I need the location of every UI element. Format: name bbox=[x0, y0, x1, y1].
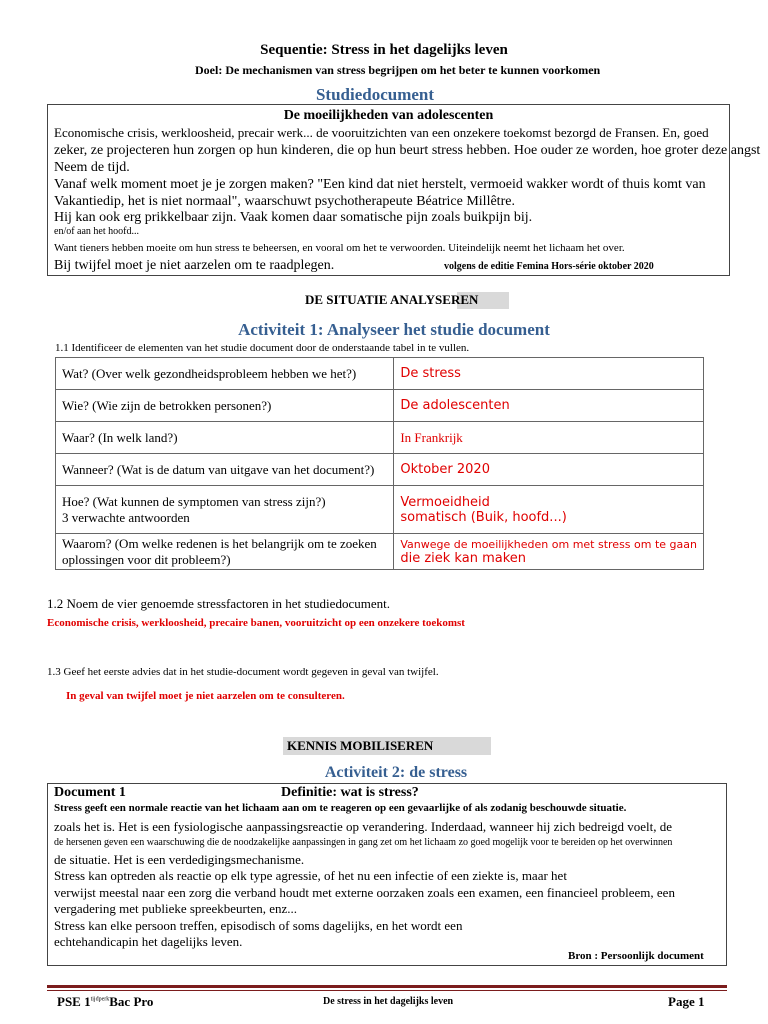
page-number: Page 1 bbox=[668, 994, 705, 1009]
study-line: Vanaf welk moment moet je je zorgen maken? "Een kind dat niet herstelt, vermoeid wakker wordt of thuis komt van bbox=[54, 177, 706, 192]
definition-source: Bron : Persoonlijk document bbox=[568, 950, 704, 962]
definition-line: de hersenen geven een waarschuwing die de noodzakelijke aanpassingen in gang zet om het lichaam zo goed mogelijk voor te bereiden op het overwinnen bbox=[54, 837, 673, 848]
study-doc-title: Studiedocument bbox=[315, 85, 435, 104]
study-line: Want tieners hebben moeite om hun stress te beheersen, en vooral om het te verwoorden. Uiteindelijk neemt het lichaam het over. bbox=[54, 242, 625, 254]
definition-box bbox=[47, 783, 727, 966]
footer-left: PSE $1^{tijdperk}Bac$ Pro bbox=[57, 994, 154, 1009]
goal-text: Doel: De mechanismen van stress begrijpen om het beter te kunnen voorkomen bbox=[195, 63, 601, 77]
study-line: Vakantiedip, het is niet normaal", waarschuwt psychotherapeute Béatrice Millêtre. bbox=[54, 194, 515, 209]
footer-center: De stress in het dagelijks leven bbox=[323, 996, 454, 1007]
answer-cell[interactable]: In Frankrijk bbox=[394, 422, 704, 454]
definition-line: verwijst meestal naar een zorg die verband houdt met externe oorzaken zoals een examen, een financieel probleem, een bbox=[54, 885, 675, 900]
table-row bbox=[56, 486, 704, 534]
study-box-title: De moeilijkheden van adolescenten bbox=[283, 108, 494, 123]
definition-line: Stress geeft een normale reactie van het lichaam aan om te reageren op een gevaarlijke of als zodanig beschouwde situatie. bbox=[54, 802, 627, 814]
analysis-table bbox=[55, 357, 704, 570]
answer-cell[interactable]: Vermoeidheid somatisch (Buik, hoofd...) bbox=[394, 486, 704, 534]
section-heading-knowledge: KENNIS MOBILISEREN bbox=[287, 738, 434, 753]
question-cell: Wat? (Over welk gezondheidsprobleem hebben we het?) bbox=[56, 358, 394, 390]
activity2-title: Activiteit 2: de stress bbox=[324, 764, 468, 781]
activity1-title: Activiteit 1: Analyseer het studie document bbox=[238, 320, 550, 339]
question-cell: Wanneer? (Wat is de datum van uitgave van het document?) bbox=[56, 454, 394, 486]
answer-1-2: Economische crisis, werkloosheid, precaire banen, vooruitzicht op een onzekere toekomst bbox=[47, 617, 465, 629]
answer-cell[interactable]: Oktober 2020 bbox=[394, 454, 704, 486]
definition-line: echtehandicapin het dagelijks leven. bbox=[54, 934, 243, 949]
document-label: Document 1 bbox=[54, 785, 126, 800]
definition-line: zoals het is. Het is een fysiologische aanpassingsreactie op verandering. Inderdaad, wanneer hij zich bedreigd voelt, de bbox=[54, 819, 672, 834]
section-heading-analyse: DE SITUATIE ANALYSEREN bbox=[305, 292, 479, 307]
question-1-2: 1.2 Noem de vier genoemde stressfactoren in het studiedocument. bbox=[47, 596, 390, 611]
answer-cell[interactable]: De stress bbox=[394, 358, 704, 390]
sequence-title: Sequentie: Stress in het dagelijks leven bbox=[260, 42, 508, 58]
study-line: Bij twijfel moet je niet aarzelen om te raadplegen. bbox=[54, 258, 335, 273]
instruction-1-1: 1.1 Identificeer de elementen van het studie document door de onderstaande tabel in te vullen. bbox=[55, 342, 470, 354]
question-cell: Wie? (Wie zijn de betrokken personen?) bbox=[56, 390, 394, 422]
study-source: volgens de editie Femina Hors-série oktober 2020 bbox=[444, 261, 654, 272]
table-row bbox=[56, 534, 704, 570]
definition-line: de situatie. Het is een verdedigingsmechanisme. bbox=[54, 852, 305, 867]
question-cell: Waarom? (Om welke redenen is het belangrijk om te zoeken oplossingen voor dit probleem?) bbox=[56, 534, 394, 570]
table-row bbox=[56, 358, 704, 390]
definition-line: Stress kan elke persoon treffen, episodisch of soms dagelijks, en het wordt een bbox=[54, 918, 463, 933]
table-row bbox=[56, 390, 704, 422]
footer-rule-thin bbox=[47, 990, 727, 991]
study-line: Economische crisis, werkloosheid, precair werk... de vooruitzichten van een onzekere toekomst bezorgd de Fransen. En, goed bbox=[54, 125, 709, 140]
table-row bbox=[56, 454, 704, 486]
study-line: en/of aan het hoofd... bbox=[54, 226, 139, 237]
footer-rule bbox=[47, 985, 727, 988]
question-cell: Waar? (In welk land?) bbox=[56, 422, 394, 454]
study-line: zeker, ze projecteren hun zorgen op hun kinderen, die op hun beurt stress hebben. Hoe ouder ze worden, hoe groter deze angst bbox=[54, 143, 761, 158]
answer-cell[interactable]: De adolescenten bbox=[394, 390, 704, 422]
table-row bbox=[56, 422, 704, 454]
study-line: Hij kan ook erg prikkelbaar zijn. Vaak komen daar somatische pijn zoals buikpijn bij. bbox=[54, 210, 533, 225]
definition-line: Stress kan optreden als reactie op elk type agressie, of het nu een infectie of een ziekte is, maar het bbox=[54, 868, 567, 883]
answer-1-3: In geval van twijfel moet je niet aarzelen om te consulteren. bbox=[66, 690, 345, 702]
definition-line: vergadering met publieke spreekbeurten, enz... bbox=[54, 901, 298, 916]
answer-cell[interactable]: Vanwege de moeilijkheden om met stress om te gaan die ziek kan maken bbox=[394, 534, 704, 570]
question-cell: Hoe? (Wat kunnen de symptomen van stress zijn?) 3 verwachte antwoorden bbox=[56, 486, 394, 534]
study-document-box bbox=[47, 104, 761, 276]
definition-title: Definitie: wat is stress? bbox=[281, 785, 419, 800]
study-line: Neem de tijd. bbox=[54, 160, 130, 175]
question-1-3: 1.3 Geef het eerste advies dat in het studie-document wordt gegeven in geval van twijfel. bbox=[47, 666, 439, 678]
